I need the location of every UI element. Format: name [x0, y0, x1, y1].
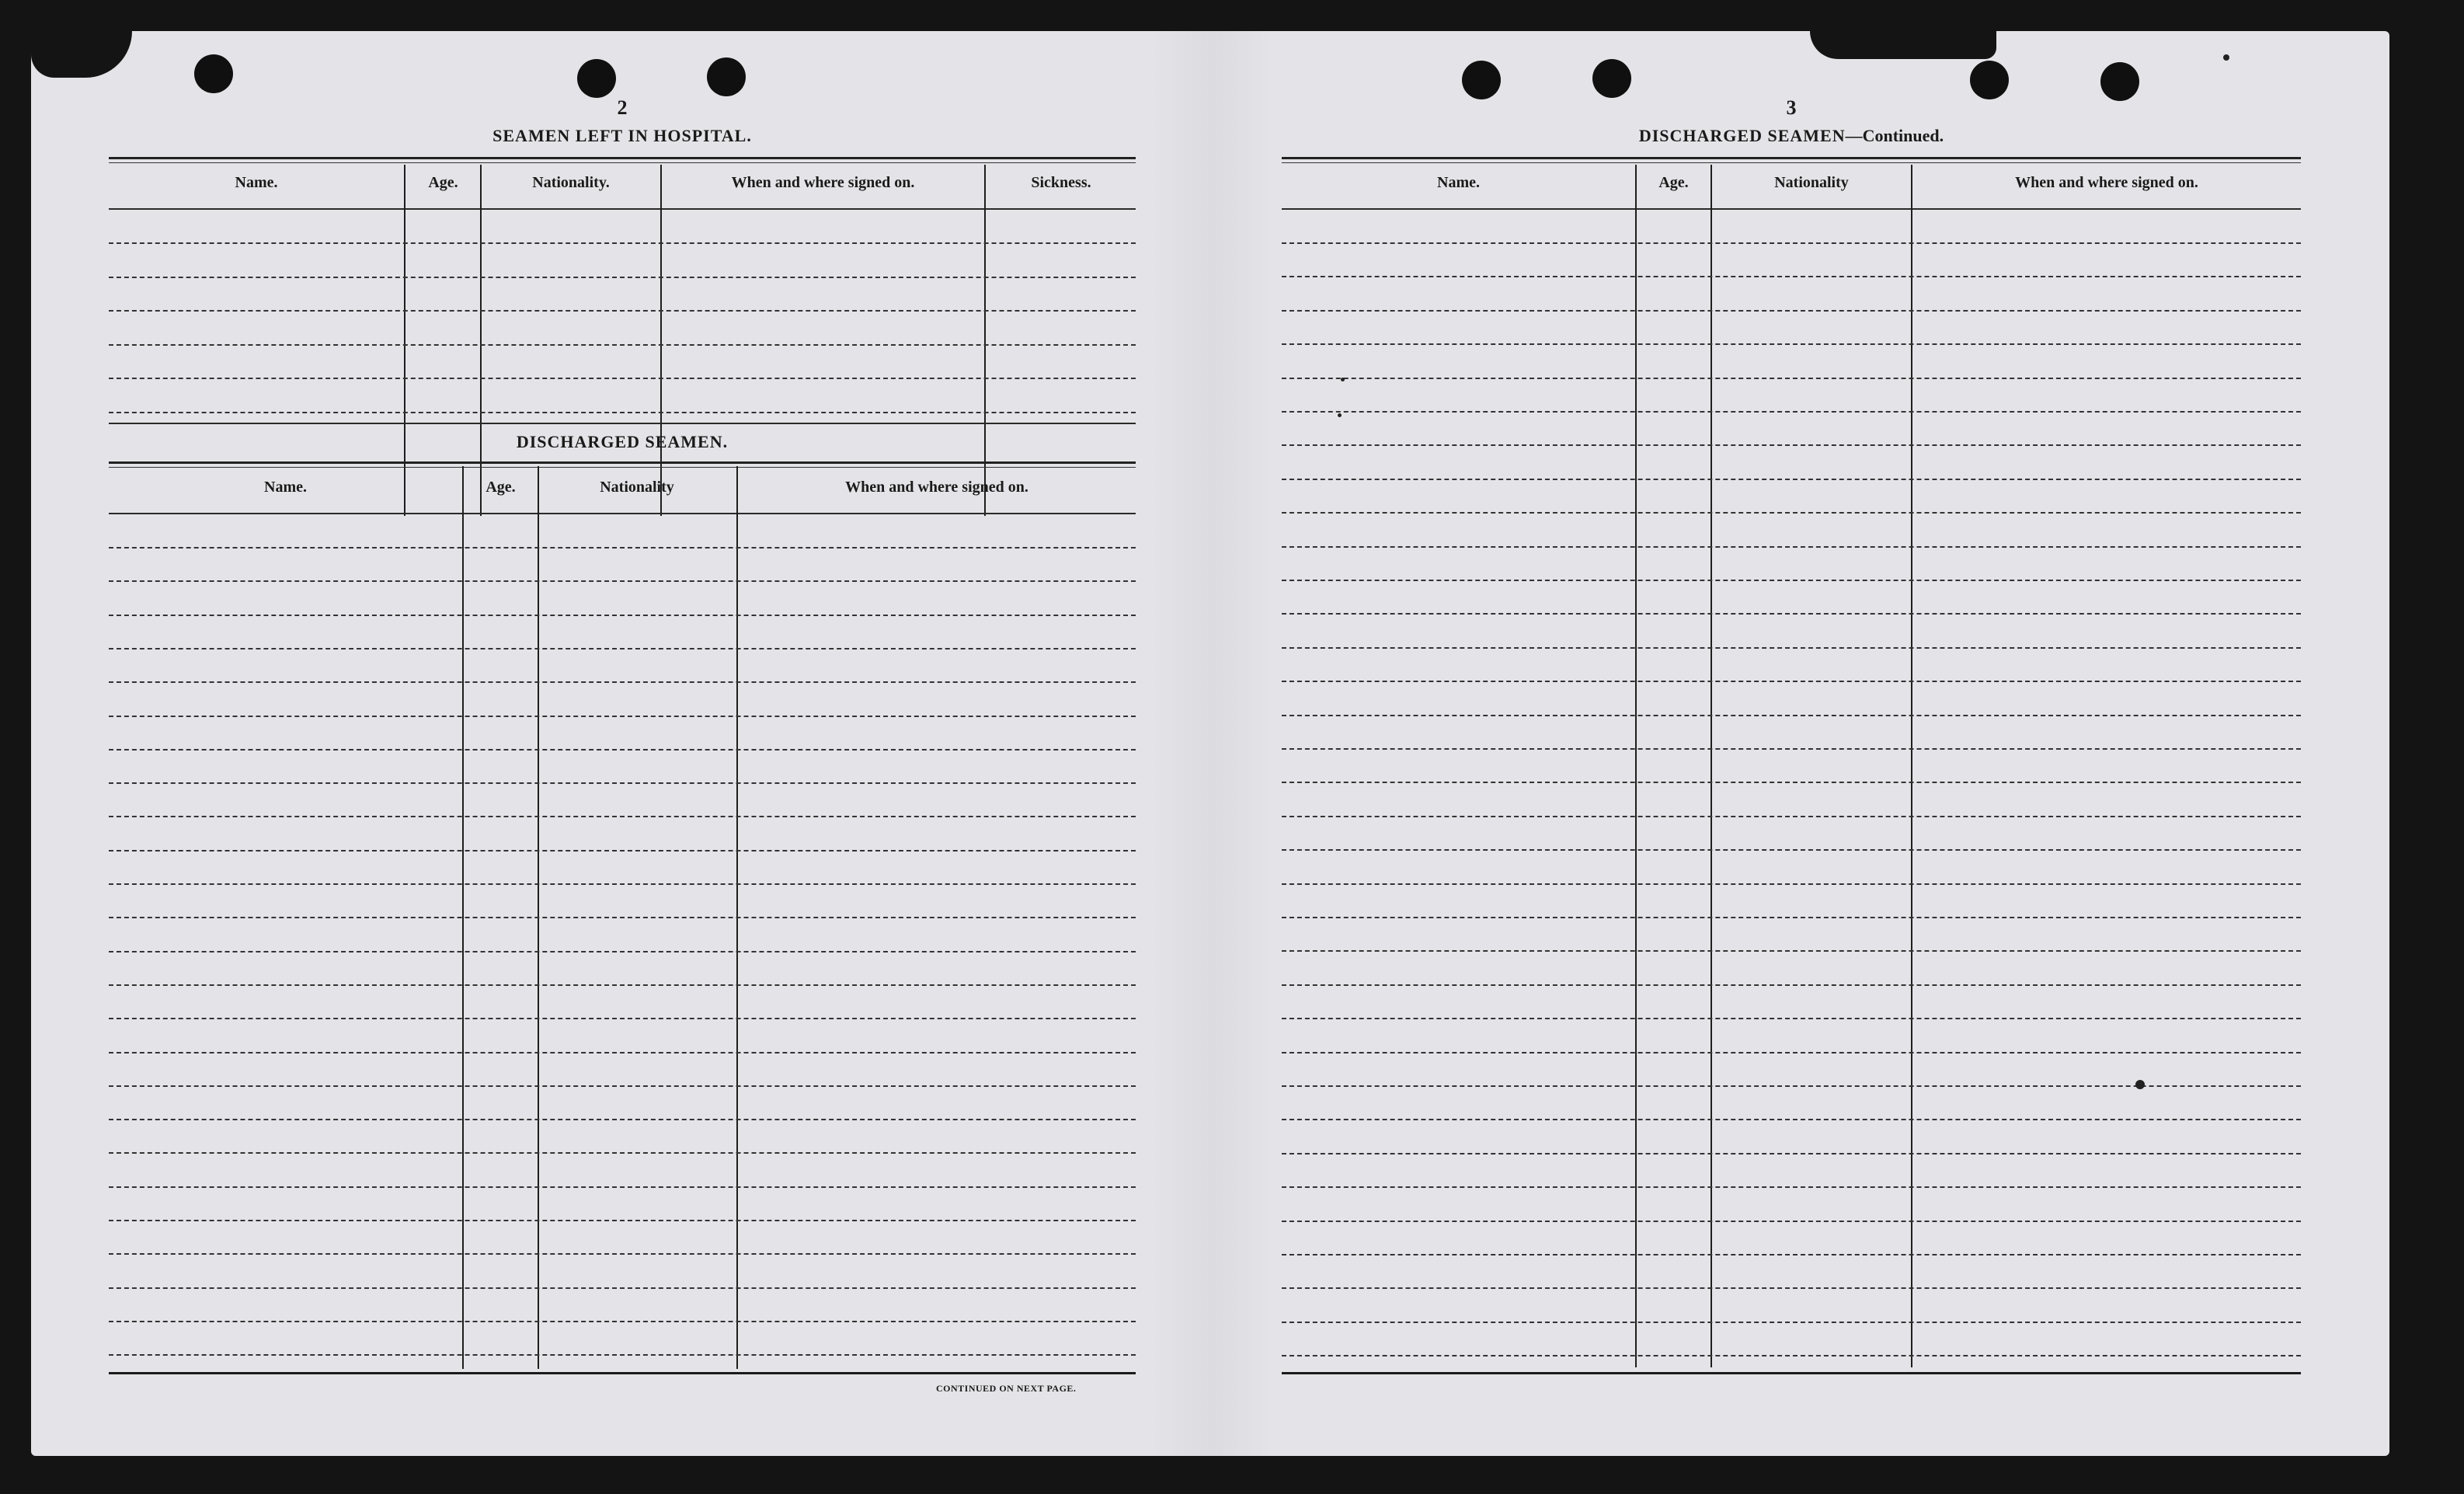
- blank-entry-row: [1282, 1287, 2301, 1289]
- column-header-signed-on: When and where signed on.: [845, 479, 1028, 496]
- blank-entry-row: [1282, 1186, 2301, 1188]
- bottom-rule: [1282, 1372, 2301, 1374]
- blank-entry-row: [109, 816, 1136, 817]
- blank-entry-row: [109, 984, 1136, 986]
- blank-entry-row: [1282, 1254, 2301, 1255]
- blank-entry-row: [1282, 1085, 2301, 1087]
- blank-entry-row: [109, 580, 1136, 582]
- blank-entry-row: [109, 344, 1136, 346]
- blank-entry-row: [109, 883, 1136, 885]
- blank-entry-row: [1282, 479, 2301, 480]
- ink-speck: [2223, 54, 2229, 61]
- blank-entry-row: [109, 615, 1136, 616]
- blank-entry-row: [1282, 1018, 2301, 1019]
- blank-entry-row: [1282, 1355, 2301, 1356]
- column-header-signed-on: When and where signed on.: [731, 174, 915, 191]
- blank-entry-row: [1282, 715, 2301, 716]
- blank-entry-row: [109, 951, 1136, 952]
- continued-note: CONTINUED ON NEXT PAGE.: [936, 1383, 1077, 1394]
- column-header-sickness: Sickness.: [1031, 174, 1091, 191]
- blank-entry-row: [1282, 613, 2301, 615]
- bottom-rule: [109, 1372, 1136, 1374]
- page-fold: [1150, 31, 1274, 1456]
- blank-entry-row: [109, 1052, 1136, 1053]
- blank-entry-row: [109, 1119, 1136, 1120]
- hospital-section-title: SEAMEN LEFT IN HOSPITAL.: [492, 126, 752, 145]
- blank-entry-row: [1282, 310, 2301, 312]
- column-header-signed-on: When and where signed on.: [2015, 174, 2198, 191]
- section-rule: [109, 461, 1136, 464]
- page-number: 3: [1786, 96, 1797, 119]
- blank-entry-row: [109, 1152, 1136, 1154]
- blank-entry-row: [109, 242, 1136, 244]
- blank-entry-row: [1282, 444, 2301, 446]
- header-rule: [109, 513, 1136, 514]
- discharged-continued-title: [1282, 126, 2301, 146]
- punch-hole: [194, 54, 233, 93]
- blank-entry-row: [1282, 1322, 2301, 1323]
- header-rule: [1282, 208, 2301, 210]
- blank-entry-row: [1282, 782, 2301, 783]
- blank-entry-row: [1282, 917, 2301, 918]
- blank-entry-row: [109, 850, 1136, 851]
- blank-entry-row: [1282, 748, 2301, 750]
- blank-entry-row: [109, 1354, 1136, 1356]
- header-rule: [109, 208, 1136, 210]
- blank-entry-row: [1282, 816, 2301, 817]
- blank-entry-row: [1282, 343, 2301, 345]
- ink-speck: [2135, 1080, 2145, 1089]
- blank-entry-row: [109, 1186, 1136, 1188]
- blank-entry-row: [109, 681, 1136, 683]
- blank-entry-row: [1282, 883, 2301, 885]
- blank-entry-row: [109, 547, 1136, 548]
- blank-entry-row: [109, 310, 1136, 312]
- blank-entry-row: [109, 782, 1136, 784]
- blank-entry-row: [1282, 1052, 2301, 1053]
- blank-entry-row: [109, 277, 1136, 278]
- blank-entry-row: [1282, 849, 2301, 851]
- column-header-nationality: Nationality.: [532, 174, 610, 191]
- blank-entry-row: [109, 1018, 1136, 1019]
- discharged-section-title: DISCHARGED SEAMEN.: [516, 432, 729, 451]
- page-number: 2: [617, 96, 628, 119]
- blank-entry-row: [109, 1220, 1136, 1221]
- blank-entry-row: [1282, 242, 2301, 244]
- blank-entry-row: [1282, 546, 2301, 548]
- blank-entry-row: [109, 1253, 1136, 1255]
- punch-hole: [707, 57, 746, 96]
- blank-entry-row: [1282, 276, 2301, 277]
- blank-entry-row: [109, 1287, 1136, 1289]
- blank-entry-row: [109, 378, 1136, 379]
- blank-entry-row: [1282, 512, 2301, 514]
- column-header-nationality: Nationality: [600, 479, 674, 496]
- torn-edge: [1810, 31, 1996, 59]
- blank-entry-row: [1282, 984, 2301, 986]
- title-main: DISCHARGED SEAMEN: [1638, 126, 1846, 145]
- blank-entry-row: [1282, 1153, 2301, 1154]
- column-header-name: Name.: [264, 479, 307, 496]
- blank-entry-row: [109, 716, 1136, 717]
- ink-speck: [1338, 413, 1342, 417]
- blank-entry-row: [109, 749, 1136, 750]
- blank-entry-row: [109, 1085, 1136, 1087]
- blank-entry-row: [109, 412, 1136, 413]
- ink-speck: [1341, 378, 1345, 381]
- column-header-nationality: Nationality: [1774, 174, 1849, 191]
- blank-entry-row: [1282, 378, 2301, 379]
- blank-entry-row: [109, 648, 1136, 649]
- column-header-age: Age.: [428, 174, 458, 191]
- left-page: [109, 93, 1136, 1398]
- title-suffix: —Continued.: [1845, 126, 1944, 145]
- blank-entry-row: [1282, 681, 2301, 682]
- column-header-age: Age.: [485, 479, 516, 496]
- column-header-name: Name.: [235, 174, 278, 191]
- blank-entry-row: [1282, 411, 2301, 413]
- right-page: [1282, 93, 2301, 1398]
- column-header-name: Name.: [1437, 174, 1480, 191]
- section-rule: [1282, 157, 2301, 159]
- punch-hole: [577, 59, 616, 98]
- blank-entry-row: [109, 917, 1136, 918]
- section-rule: [109, 157, 1136, 159]
- blank-entry-row: [1282, 1221, 2301, 1222]
- blank-entry-row: [1282, 580, 2301, 581]
- blank-entry-row: [1282, 647, 2301, 649]
- section-rule: [109, 423, 1136, 424]
- blank-entry-row: [109, 1321, 1136, 1322]
- blank-entry-row: [1282, 1119, 2301, 1120]
- punch-hole: [1592, 59, 1631, 98]
- column-header-age: Age.: [1658, 174, 1689, 191]
- blank-entry-row: [1282, 950, 2301, 952]
